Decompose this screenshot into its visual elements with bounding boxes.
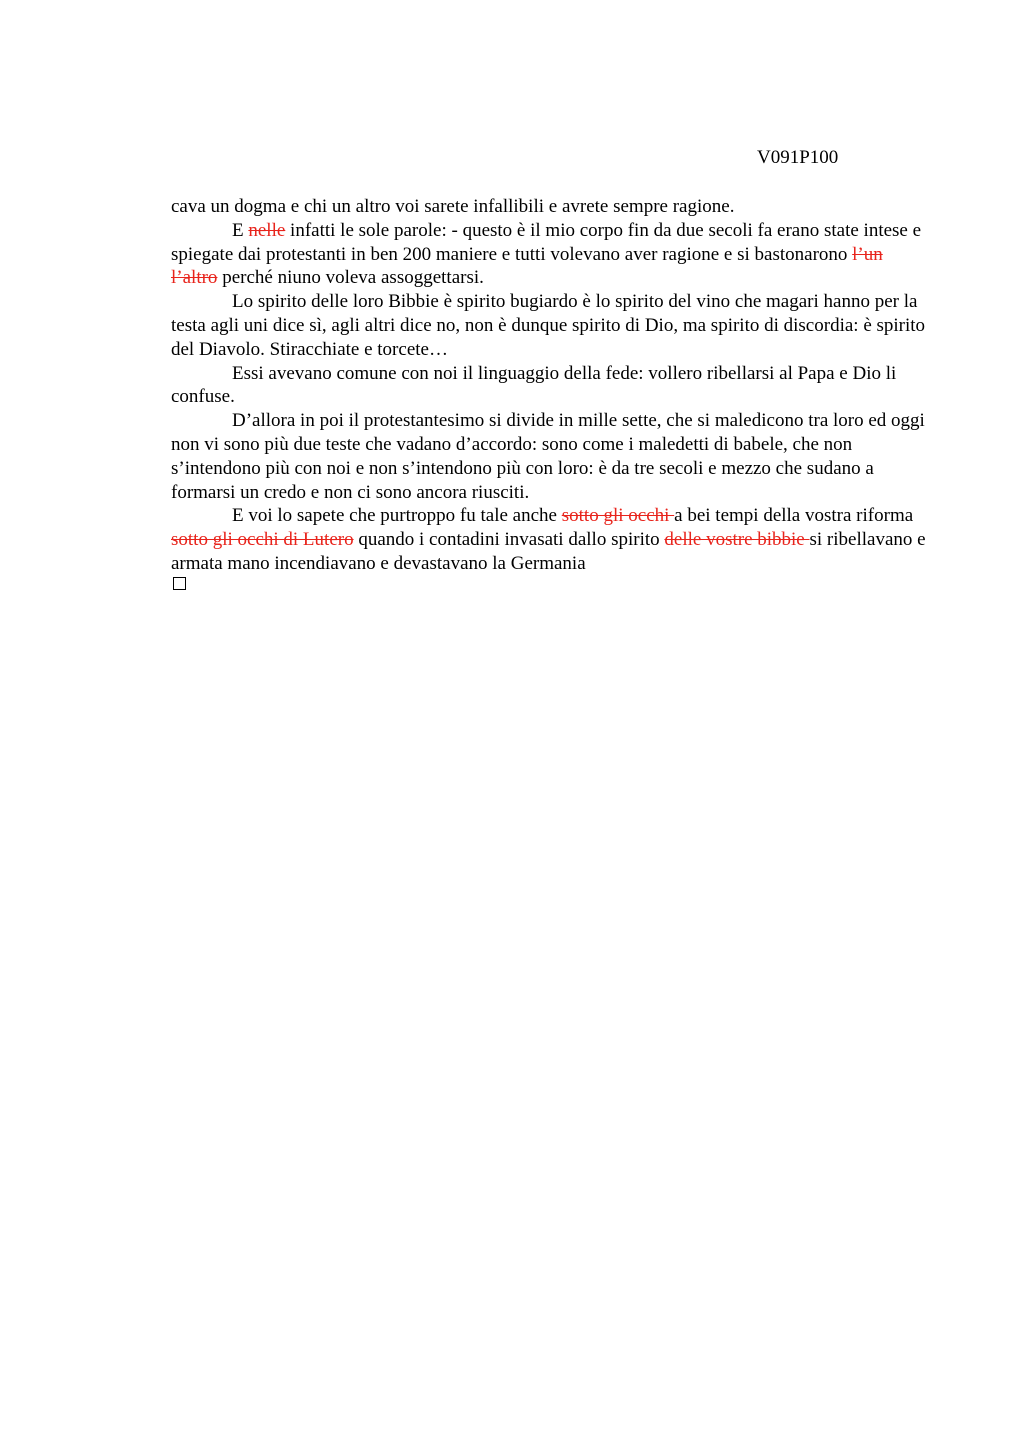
text-run: Lo spirito delle loro Bibbie è spirito bugiardo è lo spirito del vino che magari hanno per la testa agli uni dice sì, agli altri dice no, non è dunque spirito di Dio, ma spirito di discordia: è spirito del Diavolo. Stiracchiate e torcete… [171, 291, 926, 360]
paragraph-p0 [171, 195, 931, 219]
text-run: Essi avevano comune con noi il linguaggio della fede: vollero ribellarsi al Papa e Dio li confuse. [171, 362, 897, 408]
deleted-text: delle vostre bibbie [664, 529, 810, 551]
text-run: cava un dogma e chi un altro voi sarete infallibili e avrete sempre ragione. [171, 196, 735, 217]
text-run: E voi lo sapete che purtroppo fu tale anche [232, 505, 562, 527]
deleted-text: nelle [248, 219, 286, 241]
deleted-text: sotto gli occhi di Lutero [171, 529, 354, 551]
paragraph-p1 [171, 219, 931, 290]
page-identifier: V091P100 [757, 147, 839, 168]
deleted-text: sotto gli occhi [561, 505, 675, 527]
paragraph-p5 [171, 504, 931, 575]
paragraph-p3 [171, 362, 931, 410]
text-run: si ribellavano e armata mano incendiavano e devastavano la Germania [171, 529, 926, 574]
text-run: E [232, 219, 249, 241]
text-run: D’allora in poi il protestantesimo si divide in mille sette, che si maledicono tra loro ed oggi non vi sono più due teste che vadano d’accordo: sono come i maledetti di babele, che non s’intendono più con noi e non s’intendono più con loro: è da tre secoli e mezzo che sudano a formarsi un credo e non ci sono ancora riusciti. [171, 410, 925, 503]
text-run: a bei tempi della vostra riforma [674, 505, 914, 527]
text-run: quando i contadini invasati dallo spirito [353, 529, 665, 551]
empty-checkbox-symbol [173, 577, 186, 590]
text-run: perché niuno voleva assoggettarsi. [217, 267, 484, 289]
document-body [171, 195, 931, 576]
paragraph-p2 [171, 290, 931, 361]
paragraph-p4 [171, 409, 931, 504]
text-run: infatti le sole parole: - questo è il mio corpo fin da due secoli fa erano state intese e spiegate dai protestanti in ben 200 maniere e tutti volevano aver ragione e si bastonarono [171, 219, 922, 265]
deleted-text: l’un l’altro [171, 243, 883, 289]
